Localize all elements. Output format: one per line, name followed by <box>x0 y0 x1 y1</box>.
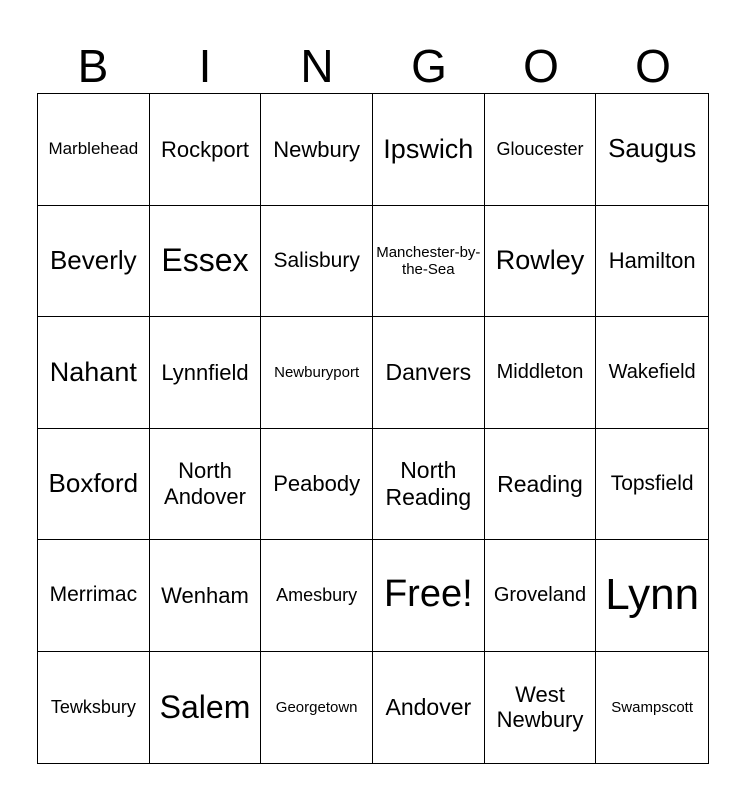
bingo-cell[interactable]: Wenham <box>150 540 262 652</box>
bingo-cell[interactable]: Lynnfield <box>150 317 262 429</box>
bingo-cell[interactable]: Gloucester <box>485 94 597 206</box>
bingo-cell[interactable]: West Newbury <box>485 652 597 764</box>
free-space[interactable]: Free! <box>373 540 485 652</box>
bingo-cell[interactable]: Tewksbury <box>38 652 150 764</box>
bingo-header <box>37 38 709 94</box>
bingo-cell[interactable]: North Reading <box>373 429 485 541</box>
bingo-cell[interactable]: Newbury <box>261 94 373 206</box>
bingo-cell[interactable]: Ipswich <box>373 94 485 206</box>
bingo-cell[interactable]: Manchester-by-the-Sea <box>373 206 485 318</box>
bingo-cell[interactable]: Salisbury <box>261 206 373 318</box>
bingo-cell[interactable]: Middleton <box>485 317 597 429</box>
bingo-cell[interactable]: Amesbury <box>261 540 373 652</box>
bingo-cell[interactable]: Saugus <box>596 94 708 206</box>
header-letter-i: I <box>198 40 212 92</box>
bingo-cell[interactable]: Andover <box>373 652 485 764</box>
header-letter-o-2: O <box>635 40 671 92</box>
bingo-cell[interactable]: Swampscott <box>611 698 693 716</box>
bingo-board <box>37 93 709 764</box>
header-letter-o: O <box>523 40 559 92</box>
bingo-cell[interactable]: Marblehead <box>38 94 150 206</box>
bingo-cell[interactable]: North Andover <box>150 429 262 541</box>
bingo-cell[interactable]: Essex <box>150 206 262 318</box>
bingo-cell[interactable]: Lynn <box>596 540 708 652</box>
header-letter-g: G <box>411 40 447 92</box>
bingo-cell[interactable]: Peabody <box>261 429 373 541</box>
bingo-cell[interactable]: Merrimac <box>38 540 150 652</box>
bingo-cell[interactable]: Salem <box>150 652 262 764</box>
bingo-cell[interactable]: Nahant <box>38 317 150 429</box>
bingo-cell[interactable]: Groveland <box>485 540 597 652</box>
bingo-cell[interactable]: Beverly <box>38 206 150 318</box>
bingo-cell[interactable]: Hamilton <box>596 206 708 318</box>
bingo-cell[interactable]: Wakefield <box>596 317 708 429</box>
header-letter-b: B <box>77 40 109 92</box>
bingo-cell[interactable]: Boxford <box>38 429 150 541</box>
bingo-cell[interactable]: Reading <box>485 429 597 541</box>
bingo-cell[interactable]: Danvers <box>373 317 485 429</box>
bingo-cell[interactable]: Rockport <box>150 94 262 206</box>
bingo-cell[interactable]: Newburyport <box>261 317 373 429</box>
bingo-cell[interactable]: Rowley <box>485 206 597 318</box>
bingo-cell[interactable]: Georgetown <box>261 652 373 764</box>
bingo-cell[interactable]: Topsfield <box>596 429 708 541</box>
header-letter-n: N <box>300 40 334 92</box>
